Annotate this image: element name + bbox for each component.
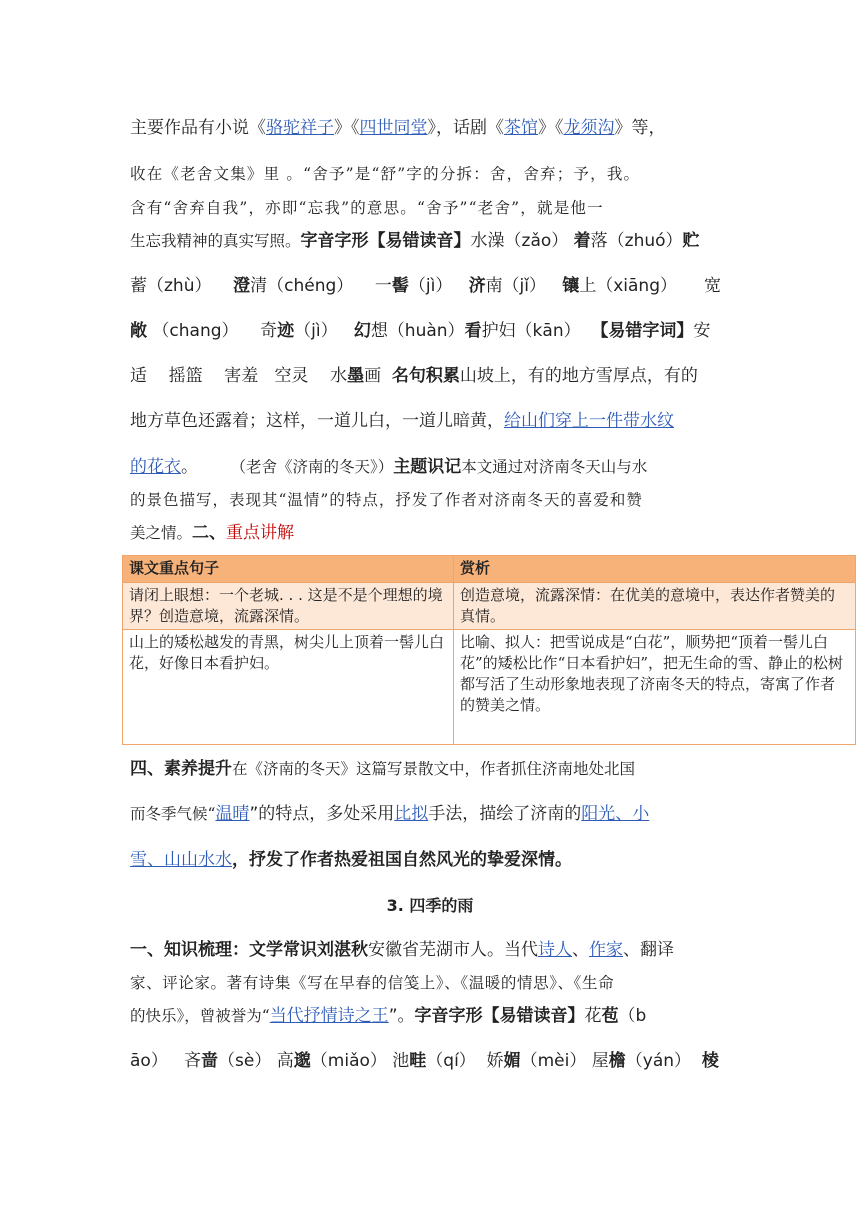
link-quote-cont[interactable]: 的花衣	[130, 457, 181, 477]
link-sishi-tongtang[interactable]: 四世同堂	[359, 118, 428, 138]
text-run: 屋	[591, 1051, 609, 1071]
text-run: 想（huàn）	[370, 321, 465, 341]
text-run: 空灵	[274, 366, 309, 386]
text-run: 害羞	[224, 366, 259, 386]
text-run: 奇	[260, 321, 278, 341]
heading-inline: 字音字形【易错读音】	[414, 1006, 585, 1026]
text-line: 的景色描写，表现其“温情”的特点，抒发了作者对济南冬天的喜爱和赞	[130, 491, 643, 509]
text-run: 、翻译	[623, 940, 674, 960]
table-header: 赏析	[454, 556, 856, 583]
link-bini[interactable]: 比拟	[394, 804, 429, 824]
table-cell: 请闭上眼想：一个老城. . . 这是不是个理想的境界？创造意境，流露深情。	[123, 583, 454, 630]
author-name: 刘湛秋	[317, 940, 368, 960]
section-title: 3. 四季的雨	[386, 896, 474, 915]
text-run: （qí）	[426, 1051, 476, 1071]
section-heading: 一、知识梳理：文学常识	[130, 940, 317, 960]
text-line	[130, 229, 700, 253]
text-line: 家、评论家。著有诗集《写在早春的信笺上》、《温暖的情思》、《生命	[130, 974, 615, 992]
text-line	[130, 319, 710, 343]
text-run: ”的特点，多处采用	[249, 804, 395, 824]
text-run: （sè）	[218, 1051, 272, 1071]
bold-char: 啬	[201, 1051, 219, 1071]
text-run: 一	[374, 276, 392, 296]
text-run: 、	[572, 940, 589, 960]
key-sentences-table	[122, 555, 856, 745]
text-line	[130, 848, 572, 872]
text-run: 地方草色还露着；这样，一道儿白，一道儿暗黄，	[130, 411, 504, 431]
text-run: 山坡上，有的地方雪厚点，有的	[459, 366, 698, 386]
bold-char: 澄	[233, 276, 251, 296]
text-run: 生忘我精神的真实写照。	[130, 232, 301, 250]
text-line	[130, 1004, 646, 1028]
text-run: 》《	[538, 118, 564, 138]
text-run: 宽	[704, 276, 722, 296]
link-shanshui[interactable]: 雪、山山水水	[130, 850, 232, 870]
text-run: 》《	[334, 118, 360, 138]
text-run: （b	[618, 1006, 647, 1026]
text-run: 水	[330, 366, 348, 386]
bold-char: 畦	[409, 1051, 427, 1071]
text-line	[130, 116, 666, 140]
text-line	[130, 409, 674, 433]
link-wenqing[interactable]: 温晴	[215, 804, 250, 824]
text-run: （miǎo）	[310, 1051, 387, 1071]
text-run: 上（xiāng）	[579, 276, 678, 296]
text-run: 画	[364, 366, 382, 386]
text-line: 含有“舍弃自我”，亦即“忘我”的意思。“舍予”“老舍”，就是他一	[130, 199, 604, 217]
bold-char: 檐	[608, 1051, 626, 1071]
text-run: 高	[276, 1051, 294, 1071]
heading-inline: 名句积累	[391, 366, 460, 386]
bold-char: 着	[573, 231, 591, 251]
bold-char: 镶	[562, 276, 580, 296]
text-run: 摇篮	[168, 366, 203, 386]
bold-char: 看	[464, 321, 482, 341]
text-run: 安徽省芜湖市人。当代	[368, 940, 538, 960]
table-cell: 创造意境，流露深情：在优美的意境中，表达作者赞美的真情。	[454, 583, 856, 630]
section-heading: 四、素养提升	[130, 759, 232, 779]
text-run: 安	[693, 321, 711, 341]
text-run: 主要作品有小说《	[130, 118, 266, 138]
table-header: 课文重点句子	[123, 556, 454, 583]
link-chaguan[interactable]: 茶馆	[504, 118, 538, 138]
text-line: 收在《老舍文集》里 。“舍予”是“舒”字的分拆：舍，舍弃；予，我。	[130, 165, 641, 183]
link-longxugou[interactable]: 龙须沟	[563, 118, 615, 138]
text-line	[130, 938, 674, 962]
text-line	[130, 802, 649, 826]
heading-inline: 主题识记	[393, 457, 462, 477]
text-run: 。	[181, 457, 198, 477]
bold-char: 济	[468, 276, 486, 296]
text-run: （chang）	[152, 321, 239, 341]
link-zuojia[interactable]: 作家	[589, 940, 623, 960]
text-run: （jì）	[294, 321, 338, 341]
text-run: 的快乐》，曾被誉为“	[130, 1007, 270, 1025]
text-line	[130, 521, 294, 545]
text-run: 本文通过对济南冬天山与水	[461, 458, 648, 476]
text-run: 》，话剧《	[427, 118, 504, 138]
link-luotuo-xiangzi[interactable]: 骆驼祥子	[266, 118, 334, 138]
heading-inline: 【易错字词】	[591, 321, 694, 341]
text-run: 手法，描绘了济南的	[428, 804, 582, 824]
text-run: 池	[392, 1051, 410, 1071]
text-line	[130, 364, 698, 388]
text-line	[130, 455, 647, 479]
table-cell: 山上的矮松越发的青黑，树尖儿上顶着一髻儿白花，好像日本看护妇。	[123, 630, 454, 745]
table-cell: 比喻、拟人：把雪说成是“白花”，顺势把“顶着一髻儿白花”的矮松比作“日本看护妇”，把无生命的雪、静止的松树都写活了生动形象地表现了济南冬天的特点，寄寓了作者的赞美之情。	[454, 630, 856, 745]
section-number: 二、	[192, 523, 227, 543]
bold-char: 敞	[130, 321, 147, 341]
bold-char: 墨	[347, 366, 365, 386]
text-run: 花	[584, 1006, 602, 1026]
section-heading: 重点讲解	[226, 523, 295, 543]
bold-char: 媚	[503, 1051, 521, 1071]
text-run: 落（zhuó）	[590, 231, 683, 251]
text-run: 蓄（zhù）	[130, 276, 212, 296]
table-row	[123, 583, 856, 630]
bold-char: 邈	[293, 1051, 311, 1071]
heading-inline: 字音字形【易错读音】	[300, 231, 471, 251]
text-line	[130, 1049, 719, 1073]
text-run: 》等，	[614, 118, 666, 138]
text-run: 适	[130, 366, 147, 386]
text-line	[130, 274, 721, 298]
text-run: 水澡（zǎo）	[470, 231, 569, 251]
table-row	[123, 630, 856, 745]
link-shuqing-shiwang[interactable]: 当代抒情诗之王	[269, 1006, 389, 1026]
text-run: （yán）	[625, 1051, 692, 1071]
text-line	[130, 757, 635, 781]
text-run: 娇	[486, 1051, 504, 1071]
text-run: 护妇（kān）	[481, 321, 581, 341]
text-run: 吝	[184, 1051, 202, 1071]
text-run: 在《济南的冬天》这篇写景散文中，作者抓住济南地处北国	[232, 760, 636, 778]
text-run: ，抒发了作者热爱祖国自然风光的挚爱深情。	[232, 850, 572, 870]
bold-char: 幻	[353, 321, 371, 341]
link-shiren[interactable]: 诗人	[538, 940, 572, 960]
link-yangguang[interactable]: 阳光、小	[581, 804, 650, 824]
bold-char: 迹	[277, 321, 295, 341]
text-run: 清（chéng）	[250, 276, 354, 296]
table-header-row	[123, 556, 856, 583]
text-run: （jì）	[408, 276, 453, 296]
bold-char: 贮	[682, 231, 700, 251]
bold-char: 棱	[701, 1051, 719, 1071]
bold-char: 髻	[391, 276, 409, 296]
link-quote[interactable]: 给山们穿上一件带水纹	[504, 411, 674, 431]
bold-char: 苞	[601, 1006, 619, 1026]
source-citation: （老舍《济南的冬天》）	[230, 458, 394, 476]
text-run: （mèi）	[520, 1051, 587, 1071]
text-run: ”。	[388, 1006, 415, 1026]
text-run: 美之情。	[130, 524, 193, 542]
text-run: 南（jǐ）	[485, 276, 547, 296]
text-run: 而冬季气候“	[130, 805, 216, 823]
text-run: āo）	[130, 1051, 168, 1071]
